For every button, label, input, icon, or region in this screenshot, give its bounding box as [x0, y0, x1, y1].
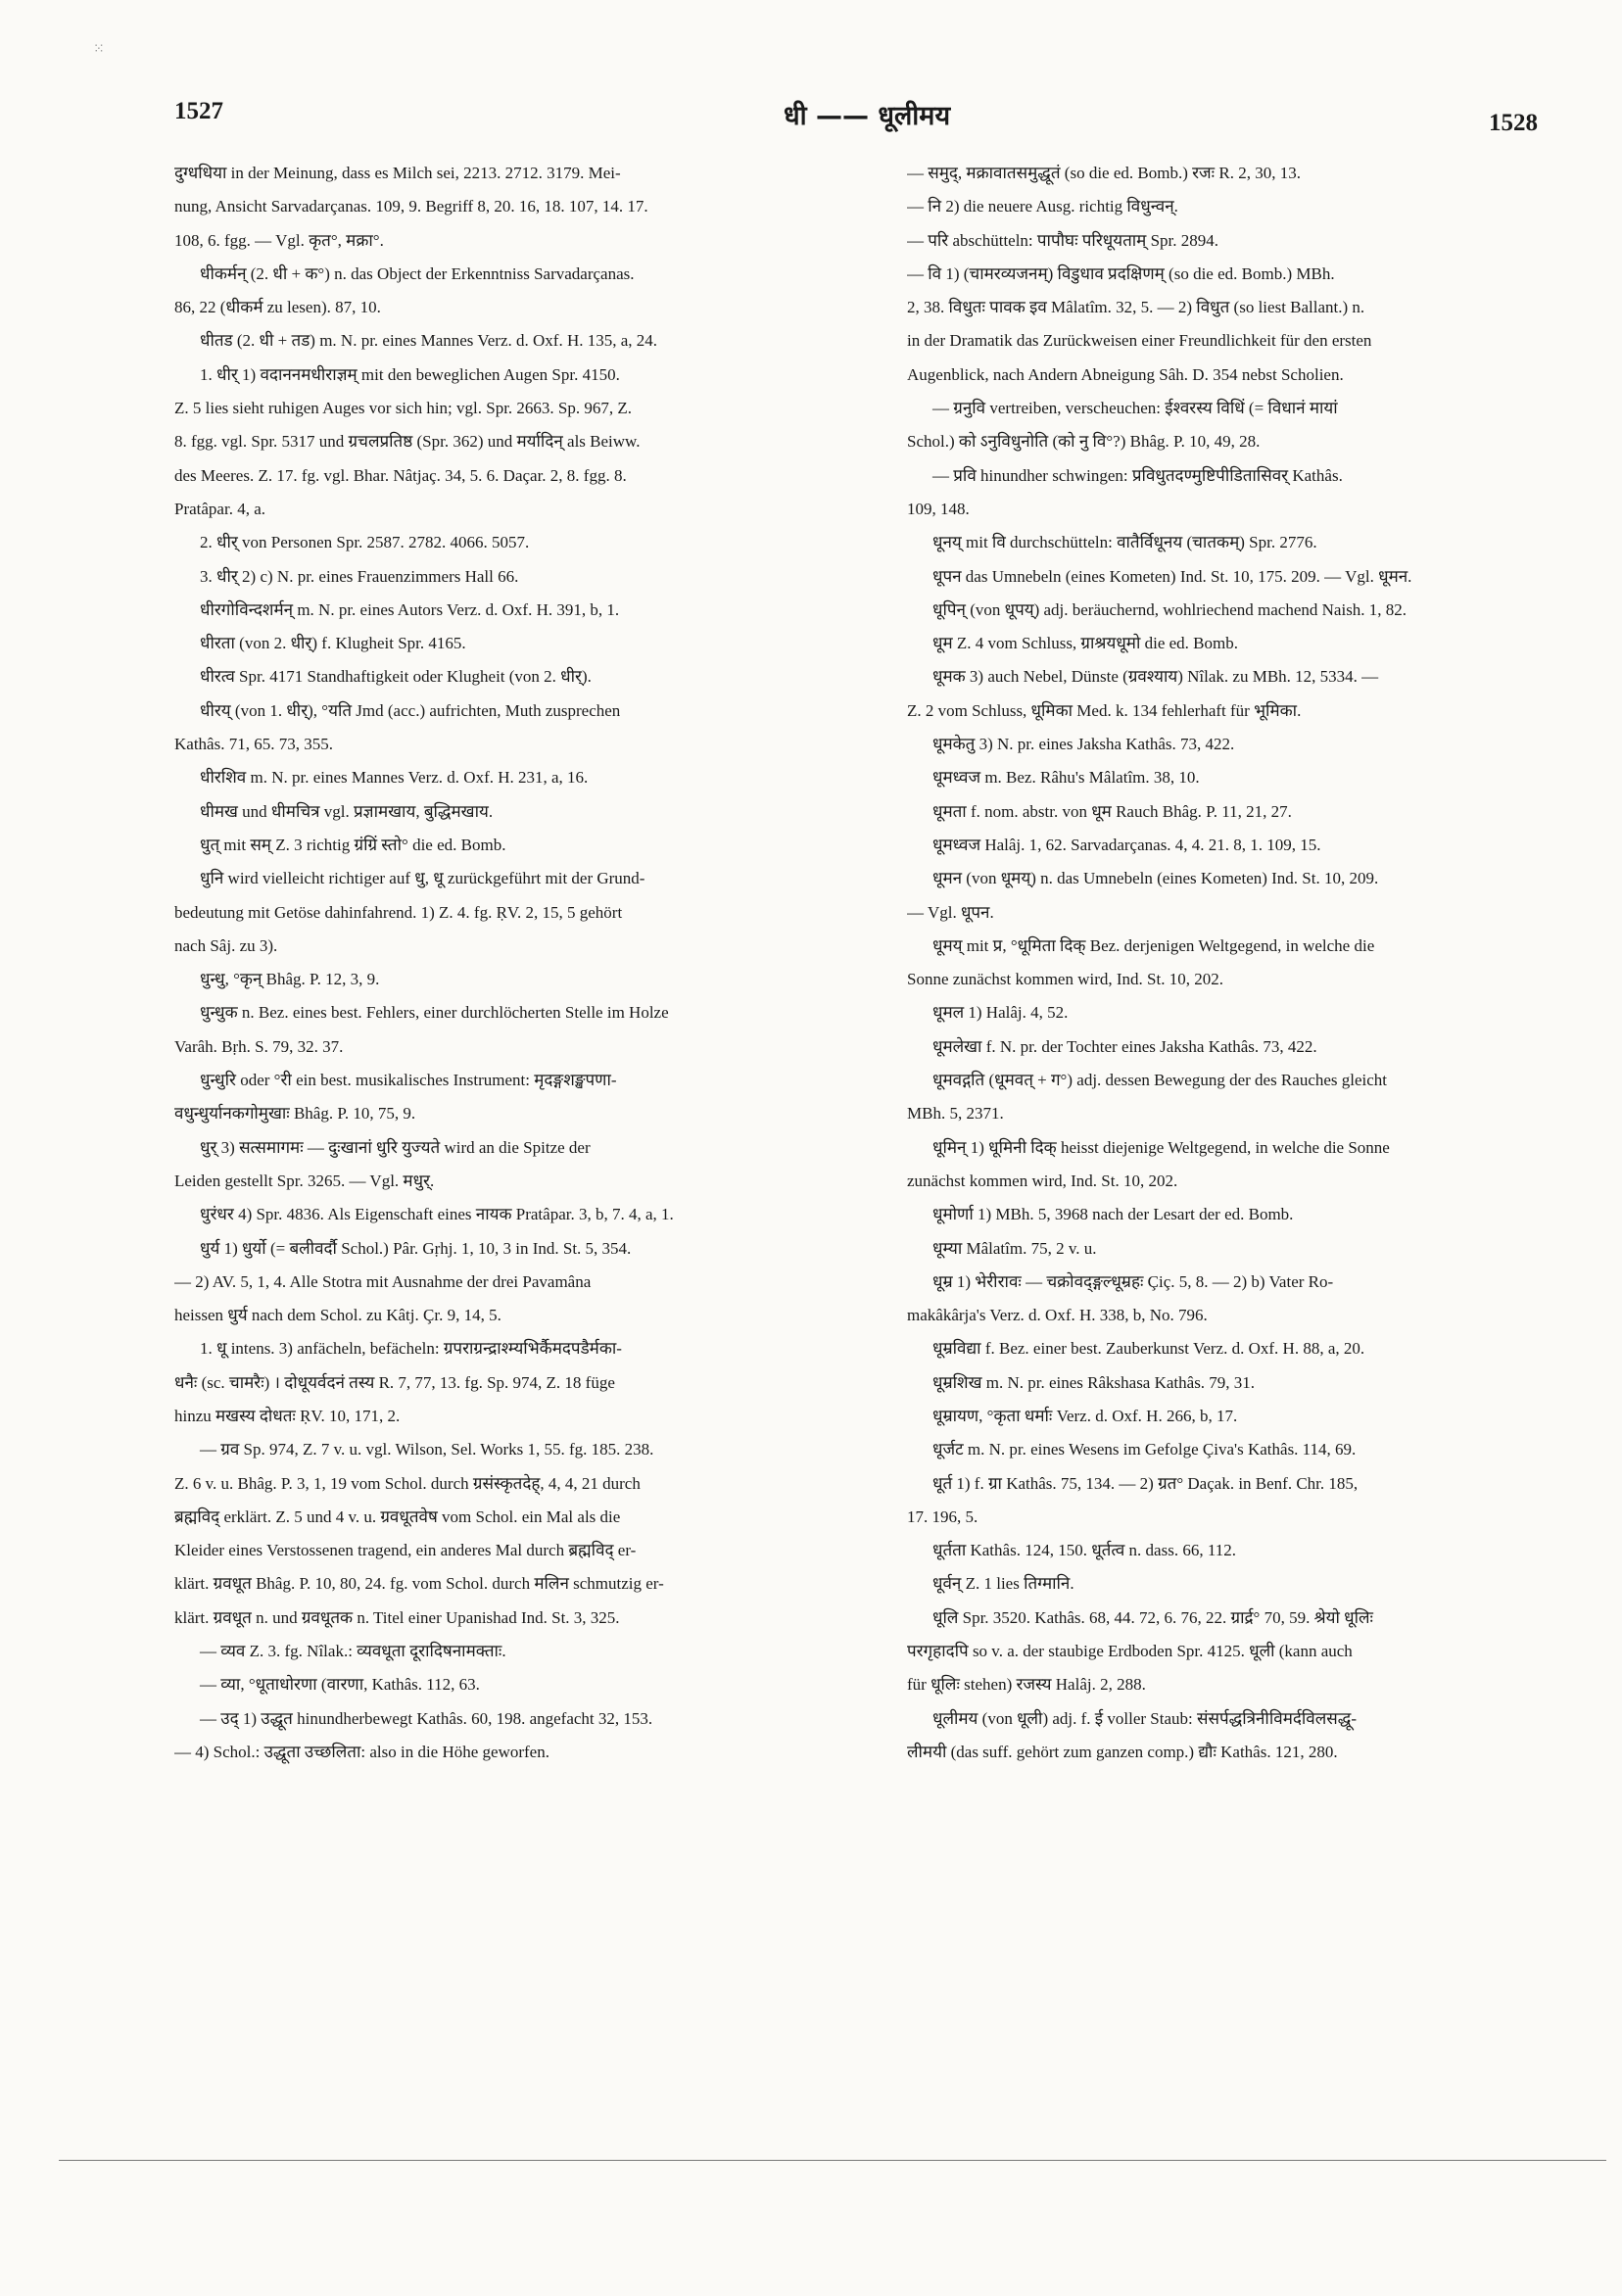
entry-line: धीरत्व Spr. 4171 Standhaftigkeit oder Klugheit (von 2. धीर्). [200, 667, 592, 687]
entry-line: klärt. ग्रवधूत n. und ग्रवधूतक n. Titel einer Upanishad Ind. St. 3, 325. [174, 1607, 620, 1627]
entry-line: Varâh. Bṛh. S. 79, 32. 37. [174, 1036, 344, 1056]
entry-line: ब्रह्मविद् erklärt. Z. 5 und 4 v. u. ग्रवधूतवेष vom Schol. ein Mal als die [174, 1507, 621, 1526]
entry-line: 86, 22 (धीकर्म zu lesen). 87, 10. [174, 298, 381, 317]
entry-line: धूम्रविद्या f. Bez. einer best. Zauberkunst Verz. d. Oxf. H. 88, a, 20. [932, 1339, 1365, 1359]
entry-line: धूनय् mit वि durchschütteln: वातैर्विधूनय (चातकम्) Spr. 2776. [932, 533, 1317, 552]
entry-line: nung, Ansicht Sarvadarçanas. 109, 9. Begriff 8, 20. 16, 18. 107, 14. 17. [174, 197, 648, 216]
right-column [907, 157, 1553, 1769]
entry-line: धूर्तता Kathâs. 124, 150. धूर्तत्व n. dass. 66, 112. [932, 1541, 1236, 1560]
running-headword: धी —— धूलीमय [784, 101, 951, 131]
entry-line: धनैः (sc. चामरैः) । दोधूयर्वदनं तस्य R. 7, 77, 13. fg. Sp. 974, Z. 18 füge [174, 1372, 615, 1392]
entry-line: धूमध्वज m. Bez. Râhu's Mâlatîm. 38, 10. [932, 768, 1200, 788]
entry-line: धूमध्वज Halâj. 1, 62. Sarvadarçanas. 4, 4. 21. 8, 1. 109, 15. [932, 835, 1321, 854]
entry-line: धूर्त 1) f. ग्रा Kathâs. 75, 134. — 2) ग्रत° Daçak. in Benf. Chr. 185, [932, 1473, 1359, 1493]
entry-line: bedeutung mit Getöse dahinfahrend. 1) Z. 4. fg. ṚV. 2, 15, 5 gehört [174, 902, 623, 922]
entry-line: — परि abschütteln: पापौघः परिधूयताम् Spr. 2894. [907, 230, 1219, 250]
entry-line: धूमय् mit प्र, °धूमिता दिक् Bez. derjenigen Weltgegend, in welche die [932, 935, 1375, 955]
entry-line: धूमक 3) auch Nebel, Dünste (ग्रवश्याय) Nîlak. zu MBh. 12, 5334. — [932, 667, 1379, 687]
entry-line: धूमन (von धूमय्) n. das Umnebeln (eines Kometen) Ind. St. 10, 209. [932, 869, 1379, 888]
entry-line: 2. धीर् von Personen Spr. 2587. 2782. 4066. 5057. [200, 533, 530, 552]
entry-line: धीकर्मन् (2. धी + क°) n. das Object der Erkenntniss Sarvadarçanas. [200, 263, 635, 283]
entry-line: — Vgl. धूपन. [907, 902, 994, 922]
entry-line: — ग्रव Sp. 974, Z. 7 v. u. vgl. Wilson, Sel. Works 1, 55. fg. 185. 238. [200, 1440, 654, 1459]
entry-line: धूमता f. nom. abstr. von धूम Rauch Bhâg. P. 11, 21, 27. [932, 801, 1292, 821]
entry-line: धूमकेतु 3) N. pr. eines Jaksha Kathâs. 73, 422. [932, 735, 1235, 754]
entry-line: धूमोर्णा 1) MBh. 5, 3968 nach der Lesart der ed. Bomb. [932, 1205, 1294, 1224]
entry-line: heissen धुर्य nach dem Schol. zu Kâtj. Çr. 9, 14, 5. [174, 1306, 501, 1325]
entry-line: धीतड (2. धी + तड) m. N. pr. eines Mannes Verz. d. Oxf. H. 135, a, 24. [200, 331, 658, 351]
bottom-rule [59, 2160, 1606, 2161]
left-column [174, 157, 842, 1769]
entry-line: धूम्र 1) भेरीरावः — चक्रोवद्ङ्गल्धूम्रहः Çiç. 5, 8. — 2) b) Vater Ro- [932, 1271, 1334, 1291]
entry-line: धूमलेखा f. N. pr. der Tochter eines Jaksha Kathâs. 73, 422. [932, 1036, 1317, 1056]
entry-line: धूमिन् 1) धूमिनी दिक् heisst diejenige Weltgegend, in welche die Sonne [932, 1137, 1390, 1157]
entry-line: — प्रवि hinundher schwingen: प्रविधुतदण्मुष्टिपीडितासिवर् Kathâs. [932, 465, 1343, 485]
entry-line: दुग्धधिया in der Meinung, dass es Milch sei, 2213. 2712. 3179. Mei- [174, 164, 621, 182]
entry-line: धूम्रायण, °कृता धर्माः Verz. d. Oxf. H. 266, b, 17. [932, 1406, 1238, 1425]
entry-line: धुर् 3) सत्समागमः — दुःखानां धुरि युज्यते wird an die Spitze der [200, 1137, 591, 1157]
entry-line: 109, 148. [907, 499, 970, 518]
entry-line: 1. धीर् 1) वदाननमधीराज्ञम् mit den beweglichen Augen Spr. 4150. [200, 364, 620, 384]
entry-line: — नि 2) die neuere Ausg. richtig विधुन्वन्. [907, 197, 1178, 216]
entry-line: धीरशिव m. N. pr. eines Mannes Verz. d. Oxf. H. 231, a, 16. [200, 768, 589, 788]
entry-line: धुरंधर 4) Spr. 4836. Als Eigenschaft eines नायक Pratâpar. 3, b, 7. 4, a, 1. [200, 1205, 674, 1224]
page-header [0, 94, 1622, 136]
entry-line: धुनि wird vielleicht richtiger auf धु, धू zurückgeführt mit der Grund- [200, 869, 645, 888]
entry-line: — व्यव Z. 3. fg. Nîlak.: व्यवधूता दूरादिषनामक्ताः. [200, 1642, 506, 1661]
entry-line: Augenblick, nach Andern Abneigung Sâh. D. 354 nebst Scholien. [907, 364, 1344, 384]
entry-line: klärt. ग्रवधूत Bhâg. P. 10, 80, 24. fg. vom Schol. durch मलिन schmutzig er- [174, 1574, 664, 1594]
entry-line: धीरता (von 2. धीर्) f. Klugheit Spr. 4165. [200, 634, 466, 653]
entry-line: Z. 6 v. u. Bhâg. P. 3, 1, 19 vom Schol. durch ग्रसंस्कृतदेह्, 4, 4, 21 durch [174, 1473, 641, 1493]
entry-line: धूम्या Mâlatîm. 75, 2 v. u. [932, 1238, 1097, 1258]
entry-line: Pratâpar. 4, a. [174, 499, 265, 518]
entry-line: MBh. 5, 2371. [907, 1104, 1004, 1124]
entry-line: धुत् mit सम् Z. 3 richtig ग्रंग्रिं स्तो° die ed. Bomb. [200, 835, 506, 854]
scan-mark: ⁙ [93, 41, 105, 57]
entry-line: धूम्रशिख m. N. pr. eines Râkshasa Kathâs. 79, 31. [932, 1372, 1256, 1392]
entry-line: Sonne zunächst kommen wird, Ind. St. 10, 202. [907, 970, 1223, 989]
entry-line: धूपिन् (von धूपय्) adj. beräuchernd, wohlriechend machend Naish. 1, 82. [932, 599, 1407, 619]
entry-line: — ग्रनुवि vertreiben, verscheuchen: ईश्वरस्य विधिं (= विधानं मायां [932, 399, 1338, 418]
entry-line: धूमल 1) Halâj. 4, 52. [932, 1003, 1069, 1023]
entry-line: nach Sâj. zu 3). [174, 935, 278, 955]
entry-line: 2, 38. विधुतः पावक इव Mâlatîm. 32, 5. — 2) विधुत (so liest Ballant.) n. [907, 298, 1365, 317]
entry-line: — वि 1) (चामरव्यजनम्) विडुधाव प्रदक्षिणम् (so die ed. Bomb.) MBh. [907, 263, 1335, 283]
entry-line: धूमवद्गति (धूमवत् + ग°) adj. dessen Bewegung der des Rauches gleicht [932, 1071, 1388, 1090]
page-number-left: 1527 [174, 98, 223, 124]
entry-line: धूलि Spr. 3520. Kathâs. 68, 44. 72, 6. 76, 22. ग्रार्द्र° 70, 59. श्रेयो धूलिः [932, 1607, 1373, 1627]
entry-line: zunächst kommen wird, Ind. St. 10, 202. [907, 1171, 1178, 1190]
entry-line: धुन्धुक n. Bez. eines best. Fehlers, einer durchlöcherten Stelle im Holze [200, 1003, 669, 1023]
entry-line: 8. fgg. vgl. Spr. 5317 und ग्रचलप्रतिष्ठ (Spr. 362) und मर्यादिन् als Beiww. [174, 432, 641, 452]
entry-line: लीमयी (das suff. gehört zum ganzen comp.) द्यौः Kathâs. 121, 280. [907, 1742, 1338, 1761]
entry-line: Z. 2 vom Schluss, धूमिका Med. k. 134 fehlerhaft für भूमिका. [907, 700, 1302, 720]
entry-line: Schol.) को ऽनुविधुनोति (को नु वि°?) Bhâg. P. 10, 49, 28. [907, 432, 1261, 452]
entry-line: — 4) Schol.: उद्धूता उच्छलिता: also in die Höhe geworfen. [174, 1742, 549, 1761]
entry-line: — 2) AV. 5, 1, 4. Alle Stotra mit Ausnahme der drei Pavamâna [174, 1271, 592, 1291]
entry-line: धीरगोविन्दशर्मन् m. N. pr. eines Autors Verz. d. Oxf. H. 391, b, 1. [200, 599, 620, 619]
entry-line: 108, 6. fgg. — Vgl. कृत°, मक्रा°. [174, 230, 384, 250]
entry-line: Leiden gestellt Spr. 3265. — Vgl. मधुर्. [174, 1171, 435, 1190]
entry-line: — व्या, °धूताधोरणा (वारणा, Kathâs. 112, 63. [200, 1675, 480, 1695]
entry-line: धुन्धु, °कृन् Bhâg. P. 12, 3, 9. [200, 970, 380, 989]
entry-line: Kleider eines Verstossenen tragend, ein anderes Mal durch ब्रह्मविद् er- [174, 1541, 637, 1560]
entry-line: — उद् 1) उद्धूत hinundherbewegt Kathâs. 60, 198. angefacht 32, 153. [200, 1708, 653, 1728]
entry-line: धुन्धुरि oder °री ein best. musikalisches Instrument: मृदङ्गशङ्खपणा- [200, 1071, 617, 1090]
page-number-right: 1528 [1489, 110, 1538, 136]
entry-line: für धूलिः stehen) रजस्य Halâj. 2, 288. [907, 1675, 1146, 1695]
entry-line: धूपन das Umnebeln (eines Kometen) Ind. St. 10, 175. 209. — Vgl. धूमन. [932, 566, 1412, 586]
entry-line: धुर्य 1) धुर्यो (= बलीवर्दौ Schol.) Pâr. Gṛhj. 1, 10, 3 in Ind. St. 5, 354. [200, 1238, 632, 1258]
entry-line: makâkârja's Verz. d. Oxf. H. 338, b, No. 796. [907, 1306, 1208, 1325]
entry-line: 3. धीर् 2) c) N. pr. eines Frauenzimmers Hall 66. [200, 566, 519, 586]
entry-line: धूर्वन् Z. 1 lies तिग्मानि. [932, 1574, 1074, 1594]
entry-line: 1. धू intens. 3) anfächeln, befächeln: ग्रपराग्रन्द्राश्म्यभिर्कैमदपडैर्मका- [200, 1339, 622, 1359]
entry-line: des Meeres. Z. 17. fg. vgl. Bhar. Nâtjaç. 34, 5. 6. Daçar. 2, 8. fgg. 8. [174, 465, 627, 485]
entry-line: धीरय् (von 1. धीर्), °यति Jmd (acc.) aufrichten, Muth zusprechen [200, 700, 621, 720]
entry-line: 17. 196, 5. [907, 1507, 978, 1526]
entry-line: धूर्जट m. N. pr. eines Wesens im Gefolge Çiva's Kathâs. 114, 69. [932, 1440, 1357, 1459]
entry-line: — समुद्, मक्रावातसमुद्धूतं (so die ed. Bomb.) रजः R. 2, 30, 13. [907, 164, 1301, 182]
entry-line: Z. 5 lies sieht ruhigen Auges vor sich hin; vgl. Spr. 2663. Sp. 967, Z. [174, 399, 633, 418]
entry-line: hinzu मखस्य दोधतः ṚV. 10, 171, 2. [174, 1406, 401, 1425]
entry-line: Kathâs. 71, 65. 73, 355. [174, 735, 333, 754]
entry-line: परगृहादपि so v. a. der staubige Erdboden Spr. 4125. धूली (kann auch [907, 1642, 1353, 1661]
entry-line: in der Dramatik das Zurückweisen einer Freundlichkeit für den ersten [907, 331, 1372, 351]
entry-line: धूम Z. 4 vom Schluss, ग्राश्रयधूमो die ed. Bomb. [932, 634, 1238, 653]
entry-line: धूलीमय (von धूली) adj. f. ई voller Staub: संसर्पद्धत्रिनीविमर्दविलसद्धू- [932, 1708, 1358, 1728]
entry-line: धीमख und धीमचित्र vgl. प्रज्ञामखाय, बुद्धिमखाय. [200, 801, 494, 821]
entry-line: वधुन्धुर्यानकगोमुखाः Bhâg. P. 10, 75, 9. [174, 1104, 416, 1124]
